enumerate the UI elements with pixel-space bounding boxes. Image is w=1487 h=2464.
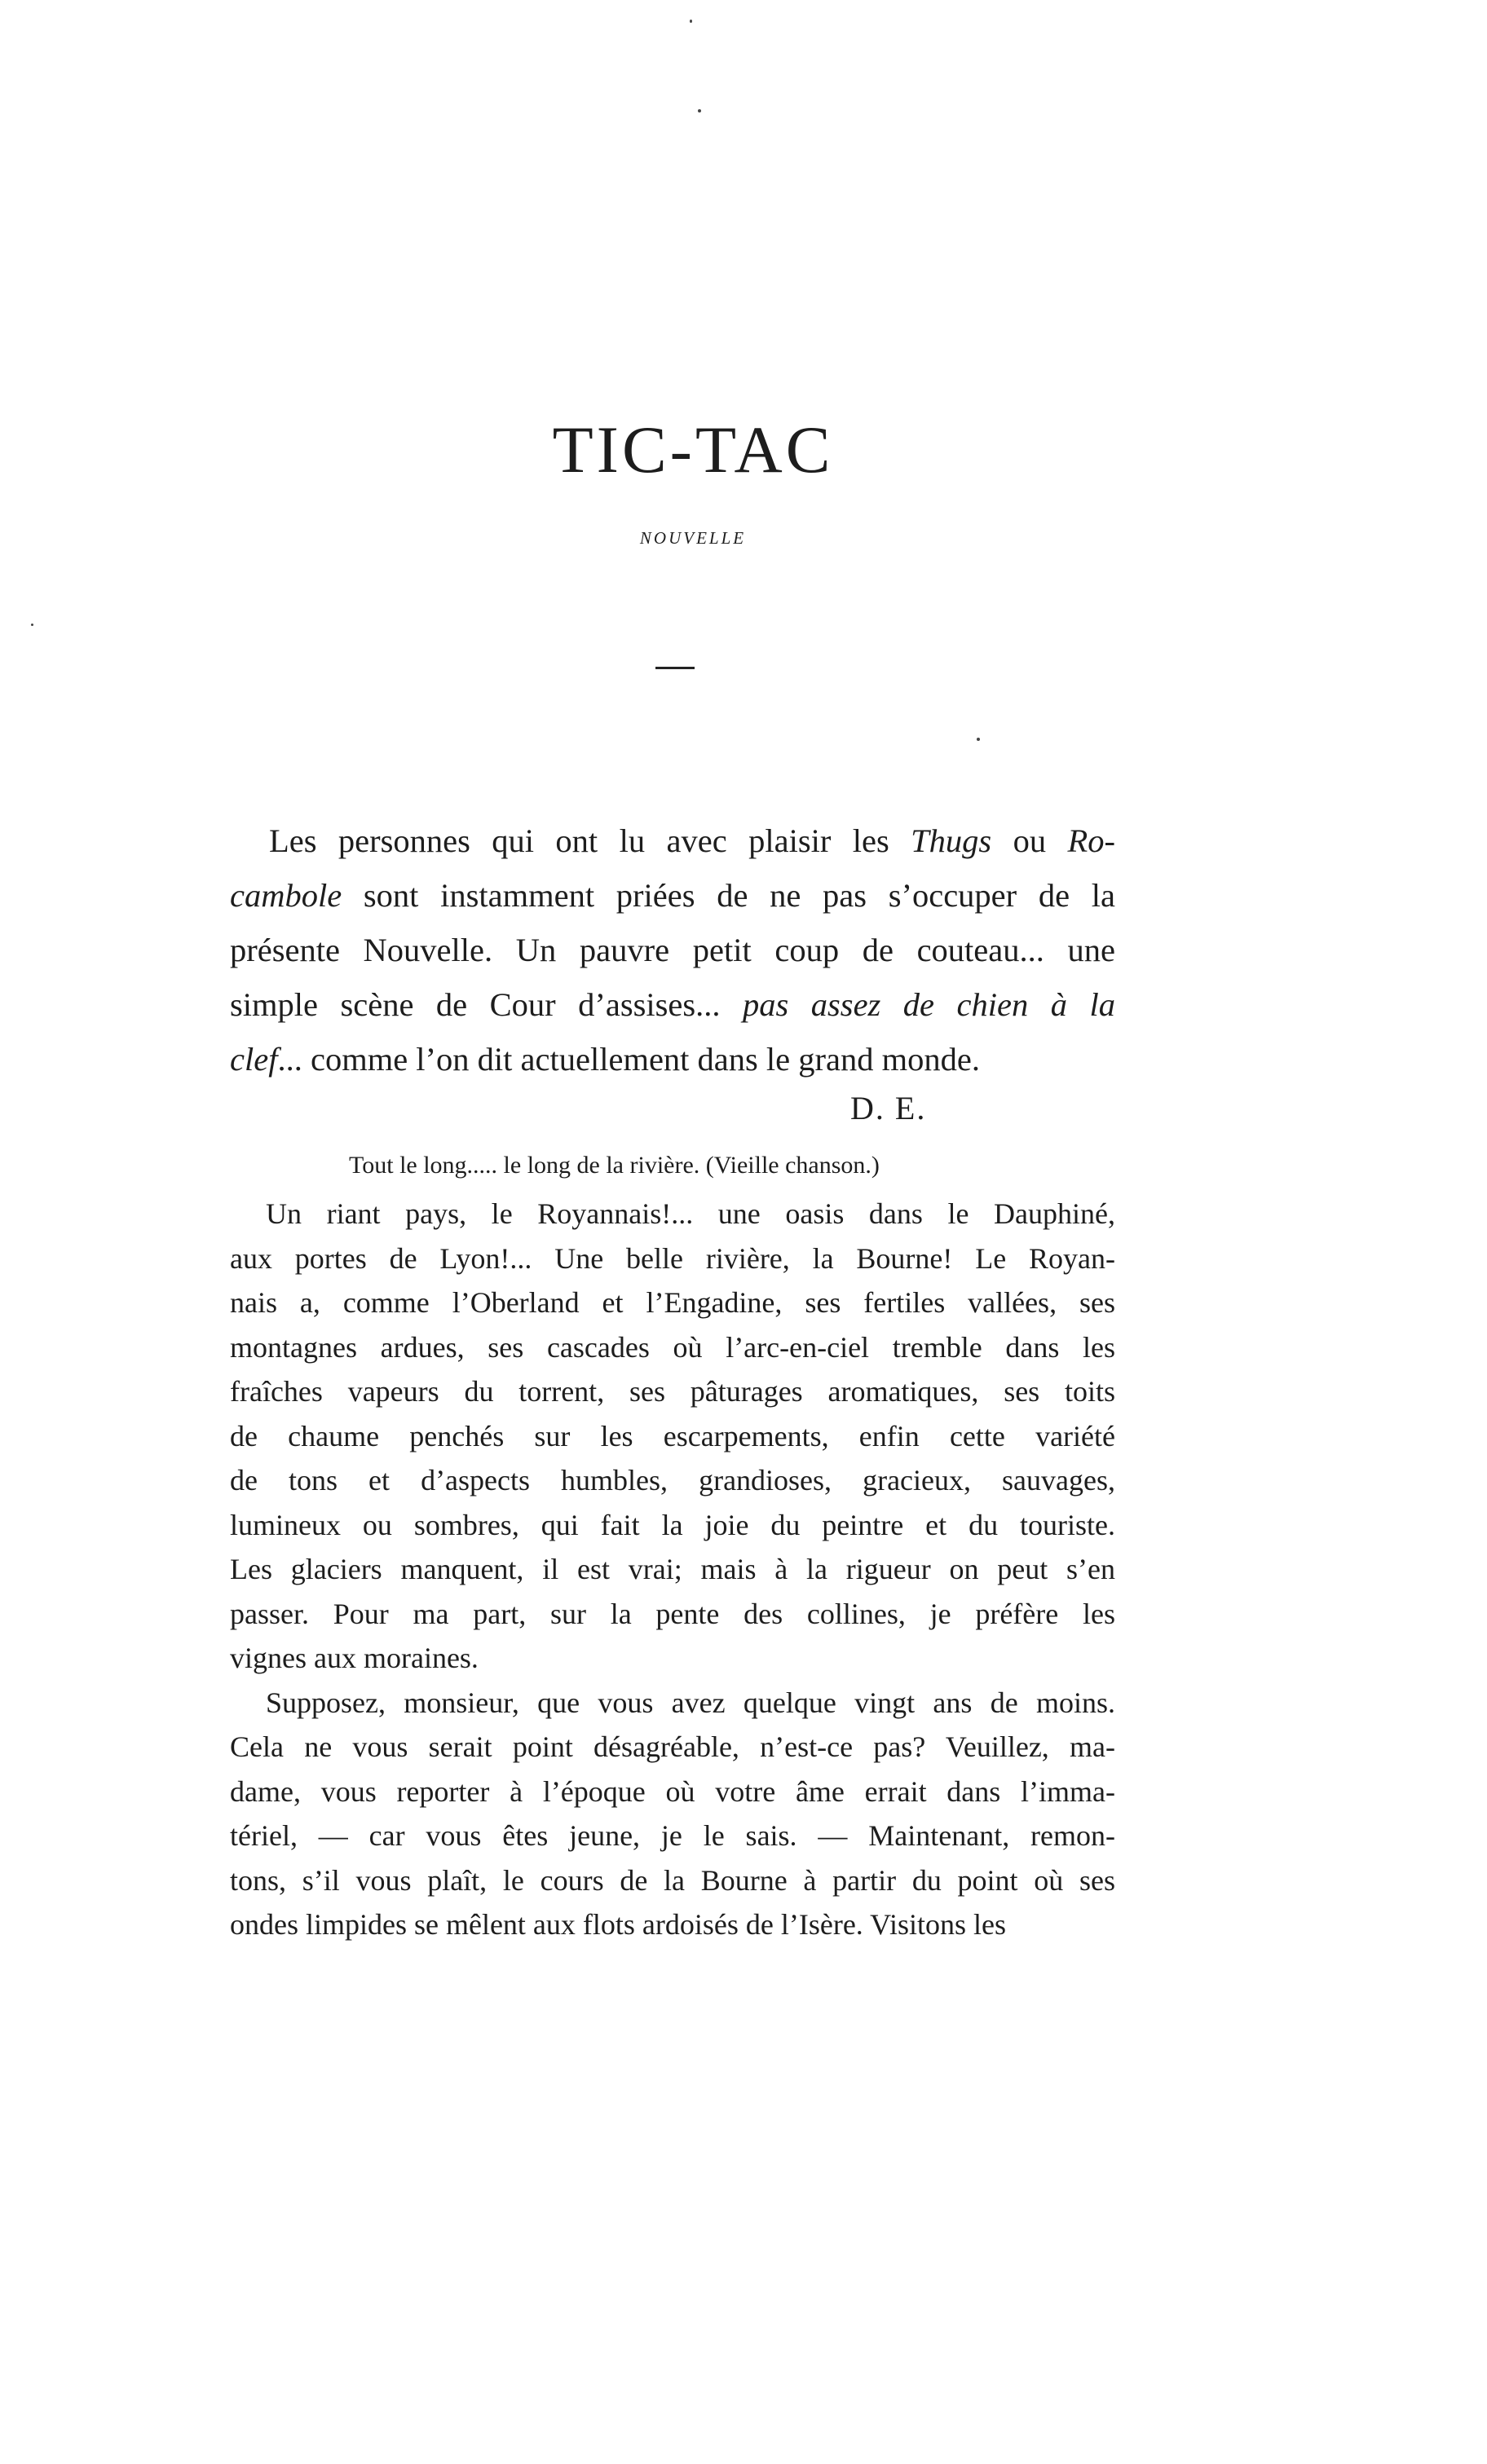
text-line: aux portes de Lyon!... Une belle rivière, la Bourne! Le Royan- <box>230 1241 1115 1275</box>
print-speck <box>977 738 980 741</box>
text-run: ou <box>991 822 1068 859</box>
text-line: montagnes ardues, ses cascades où l’arc-en-ciel tremble dans les <box>230 1330 1115 1364</box>
text-run: sont instamment priées de ne pas s’occuper de la <box>342 877 1115 914</box>
text-line <box>230 1032 1115 1087</box>
text-line: tériel, — car vous êtes jeune, je le sais. — Maintenant, remon- <box>230 1819 1115 1852</box>
text-run: ... comme l’on dit actuellement dans le grand monde. <box>277 1041 980 1078</box>
text-line: tons, s’il vous plaît, le cours de la Bourne à partir du point où ses <box>230 1863 1115 1897</box>
text-line: de tons et d’aspects humbles, grandioses, gracieux, sauvages, <box>230 1464 1115 1496</box>
text-line <box>230 813 1115 868</box>
text-line: Les glaciers manquent, il est vrai; mais à la rigueur on peut s’en <box>230 1553 1115 1585</box>
section-rule <box>655 667 695 669</box>
text-line: passer. Pour ma part, sur la pente des collines, je préfère les <box>230 1597 1115 1630</box>
print-speck <box>31 624 33 626</box>
text-line: Cela ne vous serait point désagréable, n’est-ce pas? Veuillez, ma- <box>230 1730 1115 1763</box>
epigraph: Tout le long..... le long de la rivière. (Vieille chanson.) <box>349 1152 880 1179</box>
text-run: simple scène de Cour d’assises... <box>230 986 744 1023</box>
italic-text: Thugs <box>911 822 992 859</box>
story-body <box>230 1192 1115 1947</box>
text-run: présente Nouvelle. Un pauvre petit coup de couteau... une <box>230 932 1115 968</box>
author-note <box>230 813 1115 1087</box>
italic-text: clef <box>230 1041 278 1078</box>
text-line: lumineux ou sombres, qui fait la joie du peintre et du touriste. <box>230 1508 1115 1541</box>
text-run: Les personnes qui ont lu avec plaisir les <box>269 822 911 859</box>
text-line: Un riant pays, le Royannais!... une oasis dans le Dauphiné, <box>266 1197 1115 1230</box>
text-line <box>230 923 1115 977</box>
print-speck <box>690 20 692 23</box>
italic-text: cambole <box>230 877 342 914</box>
story-subtitle: NOUVELLE <box>639 528 747 548</box>
text-line: fraîches vapeurs du torrent, ses pâturages aromatiques, ses toits <box>230 1375 1115 1408</box>
italic-text: Ro- <box>1067 822 1115 859</box>
text-line: vignes aux moraines. <box>230 1642 479 1674</box>
text-line <box>230 977 1115 1032</box>
author-signature: D. E. <box>850 1090 927 1126</box>
text-line: ondes limpides se mêlent aux flots ardoisés de l’Isère. Visitons les <box>230 1908 1006 1941</box>
text-line: de chaume penchés sur les escarpements, enfin cette variété <box>230 1419 1115 1452</box>
text-line: nais a, comme l’Oberland et l’Engadine, ses fertiles vallées, ses <box>230 1286 1115 1319</box>
print-speck <box>698 109 701 112</box>
text-line <box>230 868 1115 923</box>
story-title: TIC-TAC <box>552 412 834 487</box>
italic-text: pas assez de chien à la <box>743 986 1115 1023</box>
text-line: dame, vous reporter à l’époque où votre âme errait dans l’imma- <box>230 1774 1115 1808</box>
text-line: Supposez, monsieur, que vous avez quelque vingt ans de moins. <box>266 1686 1115 1719</box>
